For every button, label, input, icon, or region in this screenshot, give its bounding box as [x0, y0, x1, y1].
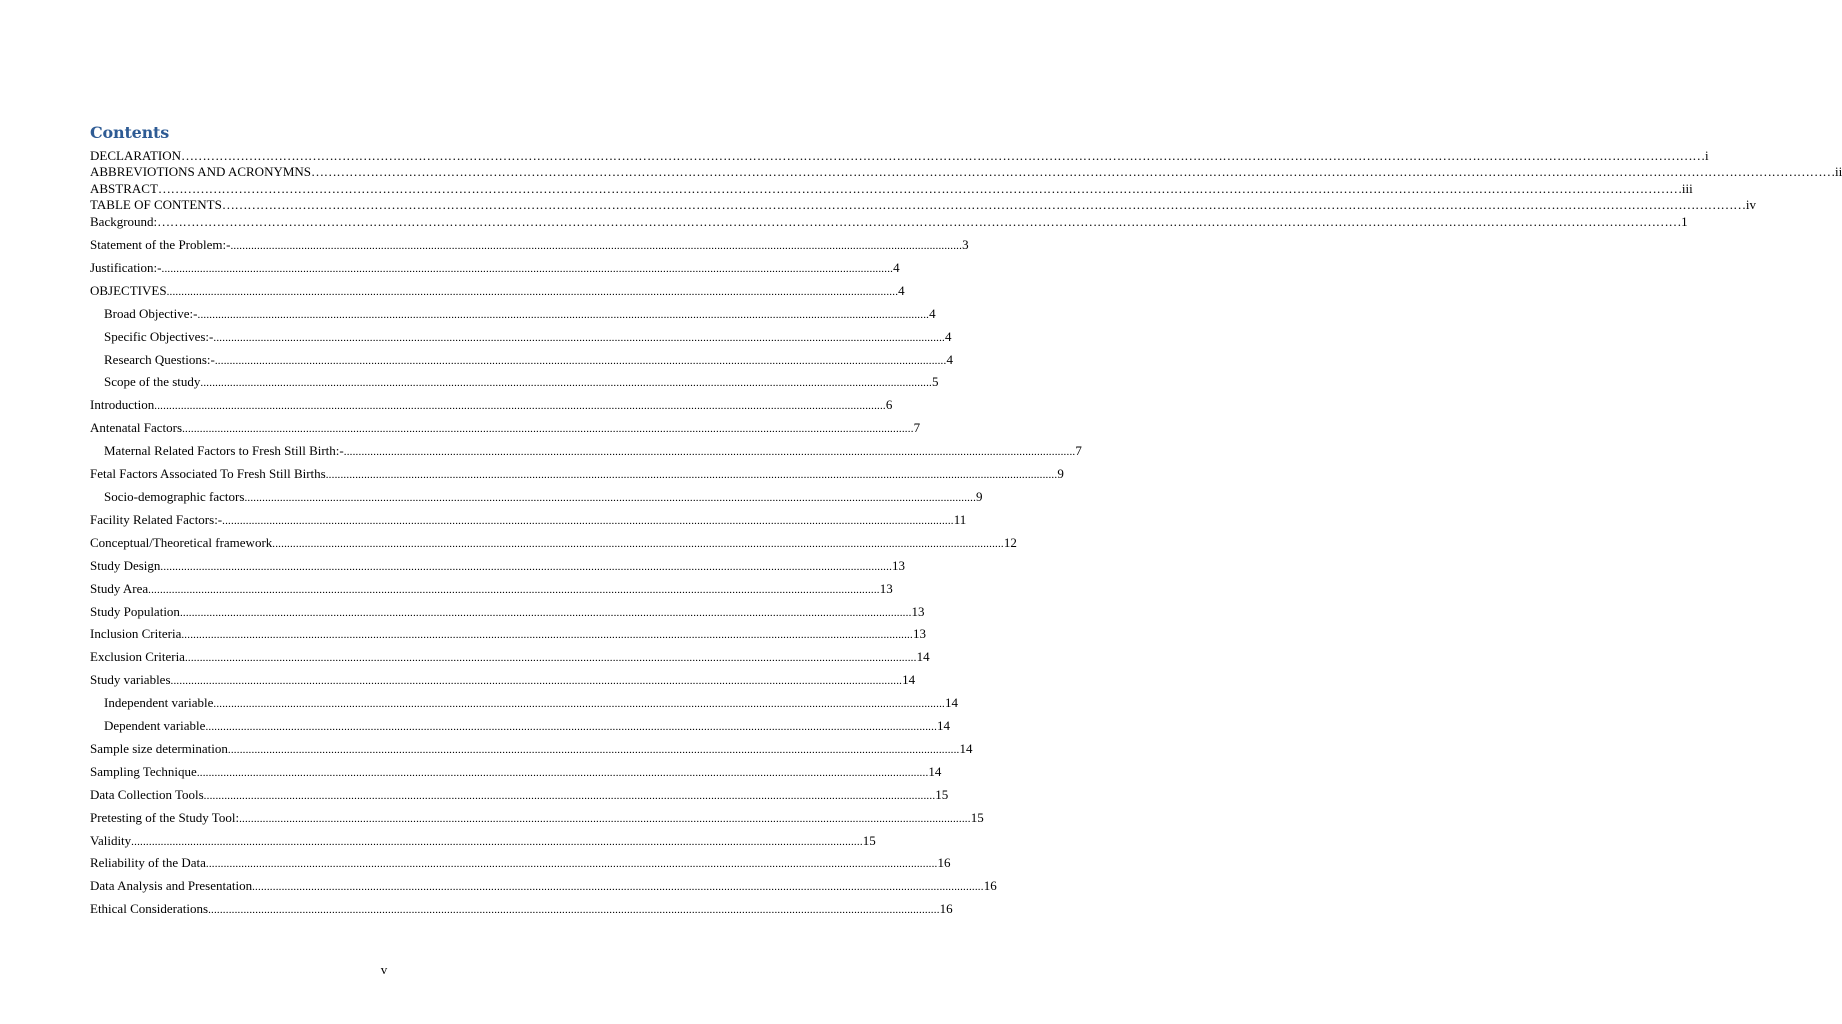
toc-entry-title: Pretesting of the Study Tool: [90, 809, 240, 825]
toc-entry-title: Sampling Technique [90, 763, 197, 779]
dot-leader [171, 670, 903, 693]
toc-entry-title: TABLE OF CONTENTS [90, 197, 222, 213]
toc-entry[interactable] [90, 830, 876, 853]
toc-entry-title: Study Area [90, 580, 149, 596]
dot-leader [162, 258, 894, 281]
toc-entry-title: Fetal Factors Associated To Fresh Still Births [90, 466, 326, 482]
dot-leader [208, 899, 940, 922]
toc-entry-page: 14 [937, 718, 951, 734]
page-number: v [380, 962, 388, 977]
toc-entry-title: Sample size determination [90, 740, 228, 756]
toc-entry[interactable] [90, 646, 930, 669]
toc-entry-title: ABBREVIOTIONS AND ACRONYMNS [90, 164, 312, 180]
toc-entry-title: Inclusion Criteria [90, 626, 182, 642]
toc-entry-title: Research Questions:- [104, 351, 215, 367]
dot-leader: ……………………………………………………………………………………………………………………………………………………………………………………………………………………………………………………………………………………………………………………………… [157, 180, 1682, 196]
dot-leader [131, 831, 863, 854]
dot-leader [252, 876, 984, 899]
toc-entry-page: iii [1681, 180, 1693, 196]
toc-entry-title: Introduction [90, 397, 155, 413]
toc-entry-title: DECLARATION [90, 148, 181, 163]
toc-list [90, 234, 1082, 921]
manual-toc-entry[interactable] [90, 148, 1709, 164]
dot-leader: ……………………………………………………………………………………………………………………………………………………………………………………………………………………………………………………………………………………………………………………………… [181, 148, 1706, 163]
toc-entry[interactable] [90, 303, 936, 326]
toc-entry-page: 15 [970, 809, 984, 825]
toc-entry[interactable] [90, 486, 983, 509]
dot-leader [228, 739, 960, 762]
toc-entry-page: i [1705, 148, 1709, 163]
dot-leader [167, 281, 899, 304]
toc-entry-title: Maternal Related Factors to Fresh Still Birth:- [104, 443, 344, 459]
toc-entry-page: 14 [916, 649, 930, 665]
toc-entry-page: 13 [911, 603, 925, 619]
dot-leader: ……………………………………………………………………………………………………………………………………………………………………………………………………………………………………………………………………………………………………………………………… [157, 213, 1682, 229]
dot-leader [213, 327, 945, 350]
dot-leader [182, 418, 914, 441]
toc-entry-page: 4 [893, 259, 900, 275]
toc-entry-title: Specific Objectives:- [104, 328, 214, 344]
toc-entry-page: 16 [937, 855, 951, 871]
dot-leader [206, 853, 938, 876]
toc-entry[interactable] [90, 852, 951, 875]
manual-toc-list [90, 148, 1842, 230]
toc-entry-title: OBJECTIVES [90, 282, 167, 298]
toc-entry-title: Ethical Considerations [90, 901, 209, 917]
toc-heading: Contents [90, 123, 170, 142]
toc-entry-page: 13 [879, 580, 893, 596]
toc-entry-page: 15 [862, 832, 876, 848]
toc-entry[interactable] [90, 807, 984, 830]
toc-entry-page: 4 [946, 351, 953, 367]
toc-entry-title: Background: [90, 213, 158, 229]
toc-entry-page: 7 [913, 420, 921, 436]
toc-entry-title: Reliability of the Data [90, 855, 206, 871]
toc-entry[interactable] [90, 257, 900, 280]
toc-entry-page: ii [1835, 164, 1842, 180]
toc-entry-title: ABSTRACT [90, 180, 158, 196]
toc-entry-page: 14 [902, 672, 916, 688]
toc-entry-page: iv [1745, 197, 1756, 213]
toc-entry[interactable] [90, 371, 939, 394]
dot-leader [197, 762, 929, 785]
toc-entry-page: 16 [939, 901, 953, 917]
toc-entry-title: Study Design [90, 557, 161, 573]
toc-entry-page: 14 [928, 763, 942, 779]
toc-entry-title: Data Analysis and Presentation [90, 878, 253, 894]
dot-leader [244, 487, 976, 510]
toc-entry[interactable] [90, 394, 893, 417]
manual-toc-entry[interactable] [90, 180, 1693, 197]
dot-leader [198, 304, 930, 327]
toc-entry[interactable] [90, 692, 958, 715]
manual-toc-entry[interactable] [90, 164, 1842, 180]
dot-leader [239, 808, 971, 831]
toc-entry[interactable] [90, 738, 973, 761]
toc-entry[interactable] [90, 715, 951, 738]
dot-leader [185, 647, 917, 670]
toc-entry[interactable] [90, 440, 1082, 463]
toc-entry[interactable] [90, 280, 905, 303]
toc-entry-page: 1 [1681, 213, 1688, 229]
toc-entry-title: Antenatal Factors [90, 420, 183, 436]
toc-entry-title: Study variables [90, 672, 171, 688]
toc-entry-page: 16 [983, 878, 997, 894]
toc-entry-title: Exclusion Criteria [90, 649, 185, 665]
toc-entry-page: 15 [935, 786, 949, 802]
toc-entry-page: 11 [953, 511, 967, 527]
dot-leader [230, 235, 962, 258]
toc-entry-page: 13 [912, 626, 926, 642]
toc-entry[interactable] [90, 669, 916, 692]
dot-leader: ……………………………………………………………………………………………………………………………………………………………………………………………………………………………………………………………………………………………………………………………… [221, 197, 1746, 213]
toc-entry-title: Study Population [90, 603, 180, 619]
toc-entry-page: 3 [962, 237, 969, 252]
toc-entry-title: Validity [90, 832, 132, 848]
dot-leader [205, 716, 937, 739]
dot-leader [272, 533, 1004, 556]
manual-toc-entry[interactable] [90, 213, 1688, 230]
toc-entry-page: 13 [892, 557, 906, 573]
toc-entry[interactable] [90, 875, 997, 898]
toc-entry-title: Dependent variable [104, 718, 206, 734]
dot-leader [213, 693, 945, 716]
toc-entry-title: Broad Objective:- [104, 305, 198, 321]
dot-leader [181, 624, 913, 647]
toc-entry[interactable] [90, 326, 952, 349]
toc-entry[interactable] [90, 601, 925, 624]
dot-leader [200, 372, 932, 395]
dot-leader [215, 350, 947, 373]
toc-entry[interactable] [90, 349, 953, 372]
toc-entry-page: 9 [1057, 466, 1064, 482]
toc-entry-page: 14 [959, 740, 973, 756]
toc-entry-page: 12 [1003, 534, 1017, 550]
toc-entry-page: 4 [898, 282, 905, 298]
toc-entry-page: 5 [932, 374, 939, 390]
toc-entry[interactable] [90, 623, 926, 646]
toc-entry-page: 4 [929, 305, 936, 321]
toc-entry[interactable] [90, 898, 953, 921]
toc-entry[interactable] [90, 761, 942, 784]
dot-leader [160, 556, 892, 579]
toc-entry-page: 14 [944, 695, 958, 711]
toc-entry-page: 7 [1075, 443, 1082, 459]
toc-entry[interactable] [90, 234, 969, 257]
toc-entry-page: 6 [885, 397, 893, 413]
toc-entry[interactable] [90, 417, 921, 440]
dot-leader [204, 785, 936, 808]
toc-entry-title: Data Collection Tools [90, 786, 204, 802]
toc-entry[interactable] [90, 463, 1064, 486]
dot-leader [154, 395, 886, 418]
toc-entry-page: 4 [945, 328, 952, 344]
dot-leader [148, 579, 880, 602]
toc-entry[interactable] [90, 509, 967, 532]
manual-toc-entry[interactable] [90, 197, 1756, 213]
toc-entry[interactable] [90, 555, 906, 578]
toc-entry-title: Statement of the Problem:- [90, 237, 231, 252]
dot-leader: ……………………………………………………………………………………………………………………………………………………………………………………………………………………………………………………………………………………………………………………………… [311, 164, 1836, 180]
dot-leader [344, 441, 1076, 464]
dot-leader [326, 464, 1058, 487]
toc-entry-title: Scope of the study [104, 374, 201, 390]
toc-entry-page: 9 [976, 488, 983, 504]
toc-entry-title: Justification:- [90, 259, 162, 275]
toc-entry[interactable] [90, 578, 893, 601]
toc-entry-title: Socio-demographic factors [104, 488, 245, 504]
dot-leader [180, 602, 912, 625]
dot-leader [222, 510, 954, 533]
toc-entry-title: Independent variable [104, 695, 214, 711]
toc-entry-title: Facility Related Factors:- [90, 511, 223, 527]
toc-entry-title: Conceptual/Theoretical framework [90, 534, 273, 550]
toc-entry[interactable] [90, 532, 1017, 555]
toc-entry[interactable] [90, 784, 949, 807]
